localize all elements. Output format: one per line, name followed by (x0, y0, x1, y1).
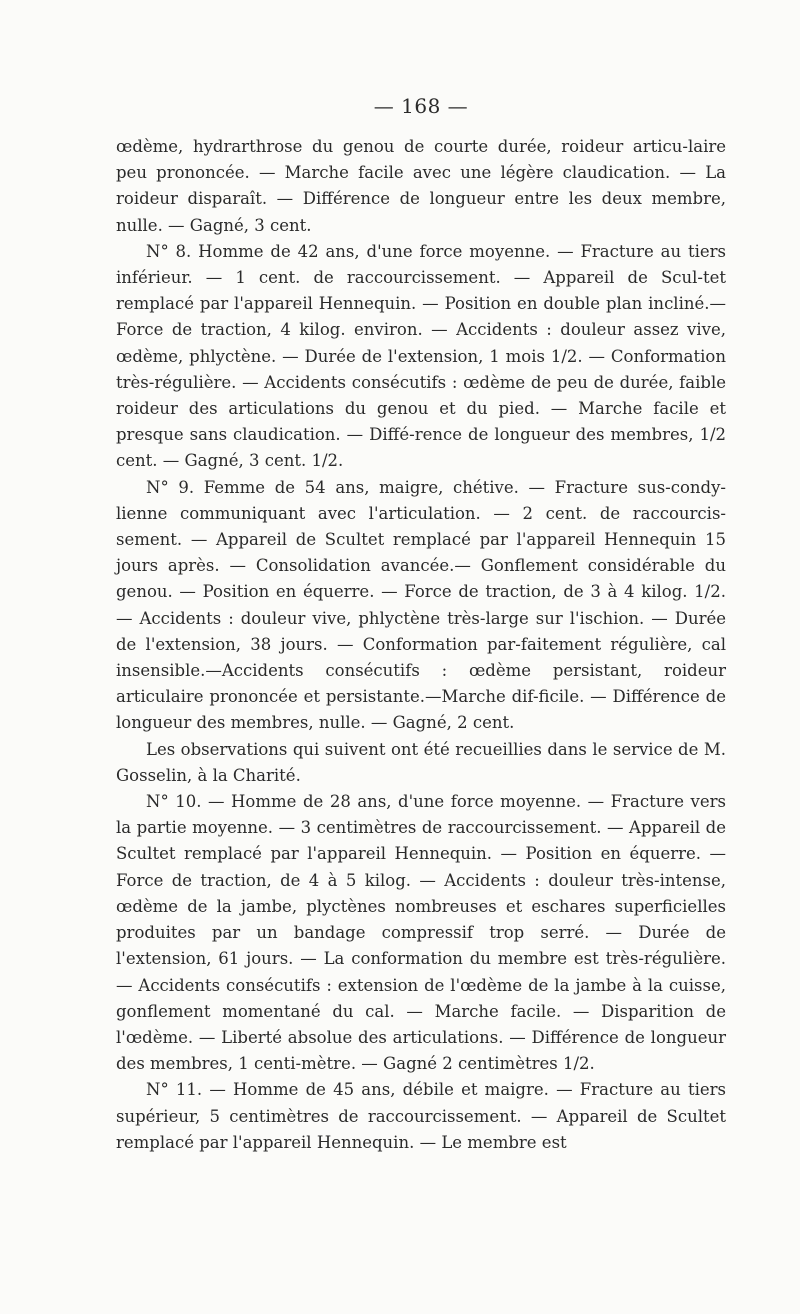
paragraph-case-8: N° 8. Homme de 42 ans, d'une force moyenne. — Fracture au tiers inférieur. — 1 cent. de raccourcissement. — Appareil de Scul-tet remplacé par l'appareil Hennequin. — Position en double plan incliné.— Force de traction, 4 kilog. environ. — Accidents : douleur assez vive, œdème, phlyctène. — Durée de l'extension, 1 mois 1/2. — Conformation très-régulière. — Accidents consécutifs : œdème de peu de durée, faible roideur des articulations du genou et du pied. — Marche facile et presque sans claudication. — Diffé-rence de longueur des membres, 1/2 cent. — Gagné, 3 cent. 1/2. (116, 241, 726, 471)
paragraph-intro-observations: Les observations qui suivent ont été recueillies dans le service de M. Gosselin, à la Charité. (116, 739, 726, 785)
page-number: — 168 — (373, 94, 469, 118)
paragraph-case-9: N° 9. Femme de 54 ans, maigre, chétive. — Fracture sus-condy-lienne communiquant avec l'articulation. — 2 cent. de raccourcis-sement. — Appareil de Scultet remplacé par l'appareil Hennequin 15 jours après. — Consolidation avancée.— Gonflement considérable du genou. — Position en équerre. — Force de traction, de 3 à 4 kilog. 1/2. — Accidents : douleur vive, phlyctène très-large sur l'ischion. — Durée de l'extension, 38 jours. — Conformation par-faitement régulière, cal insensible.—Accidents consécutifs : œdème persistant, roideur articulaire prononcée et persistante.—Marche dif-ficile. — Différence de longueur des membres, nulle. — Gagné, 2 cent. (116, 477, 726, 733)
paragraph-case-11: N° 11. — Homme de 45 ans, débile et maigre. — Fracture au tiers supérieur, 5 centimètres de raccourcissement. — Appareil de Scultet remplacé par l'appareil Hennequin. — Le membre est (116, 1080, 726, 1152)
paragraph-case-10: N° 10. — Homme de 28 ans, d'une force moyenne. — Fracture vers la partie moyenne. — 3 centimètres de raccourcissement. — Appareil de Scultet remplacé par l'appareil Hennequin. — Position en équerre. — Force de traction, de 4 à 5 kilog. — Accidents : douleur très-intense, œdème de la jambe, plyctènes nombreuses et eschares superficielles produites par un bandage compressif trop serré. — Durée de l'extension, 61 jours. — La conformation du membre est très-régulière. — Accidents consécutifs : extension de l'œdème de la jambe à la cuisse, gonflement momentané du cal. — Marche facile. — Disparition de l'œdème. — Liberté absolue des articulations. — Différence de longueur des membres, 1 centi-mètre. — Gagné 2 centimètres 1/2. (116, 792, 726, 1074)
text-body (116, 134, 726, 1156)
paragraph-continuation: œdème, hydrarthrose du genou de courte durée, roideur articu-laire peu prononcée. — Marche facile avec une légère claudication. — La roideur disparaît. — Différence de longueur entre les deux membre, nulle. — Gagné, 3 cent. (116, 137, 726, 235)
document-page (116, 92, 726, 1156)
